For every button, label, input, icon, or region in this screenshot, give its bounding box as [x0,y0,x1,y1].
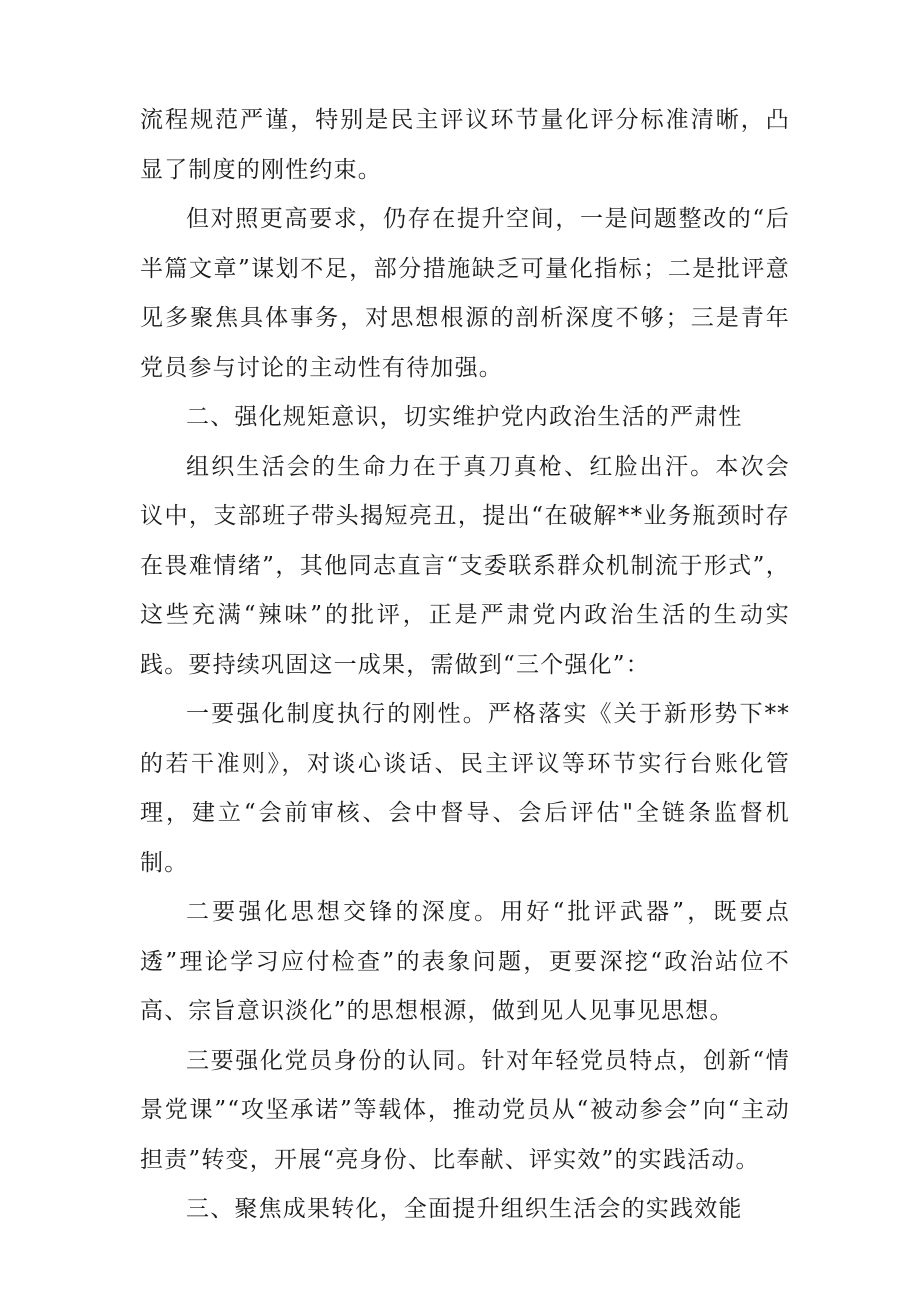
paragraph-criticism-practice: 组织生活会的生命力在于真刀真枪、红脸出汗。本次会议中，支部班子带头揭短亮丑，提出“在破解**业务瓶颈时存在畏难情绪”，其他同志直言“支委联系群众机制流于形式”，这些充满“辣味”的批评，正是严肃党内政治生活的生动实践。要持续巩固这一成果，需做到“三个强化”： [140,453,790,678]
paragraph-shortcomings: 但对照更高要求，仍存在提升空间，一是问题整改的“后半篇文章”谋划不足，部分措施缺乏可量化指标；二是批评意见多聚焦具体事务，对思想根源的剖析深度不够；三是青年党员参与讨论的主动性有待加强。 [140,206,790,381]
section-heading-3: 三、聚焦成果转化，全面提升组织生活会的实践效能 [186,1196,743,1222]
document-body [140,96,790,1235]
paragraph-strengthen-3: 三要强化党员身份的认同。针对年轻党员特点，创新“情景党课”“攻坚承诺”等载体，推动党员从“被动参会”向“主动担责”转变，开展“亮身份、比奉献、评实效”的实践活动。 [140,1047,790,1173]
paragraph-continuation: 流程规范严谨，特别是民主评议环节量化评分标准清晰，凸显了制度的刚性约束。 [140,107,790,183]
section-heading-2: 二、强化规矩意识，切实维护党内政治生活的严肃性 [186,404,743,430]
paragraph-strengthen-1: 一要强化制度执行的刚性。严格落实《关于新形势下**的若干准则》，对谈心谈话、民主评议等环节实行台账化管理，建立“会前审核、会中督导、会后评估"全链条监督机制。 [140,701,790,876]
paragraph-strengthen-2: 二要强化思想交锋的深度。用好“批评武器”，既要点透”理论学习应付检查”的表象问题，更要深挖“政治站位不高、宗旨意识淡化”的思想根源，做到见人见事见思想。 [140,899,790,1024]
